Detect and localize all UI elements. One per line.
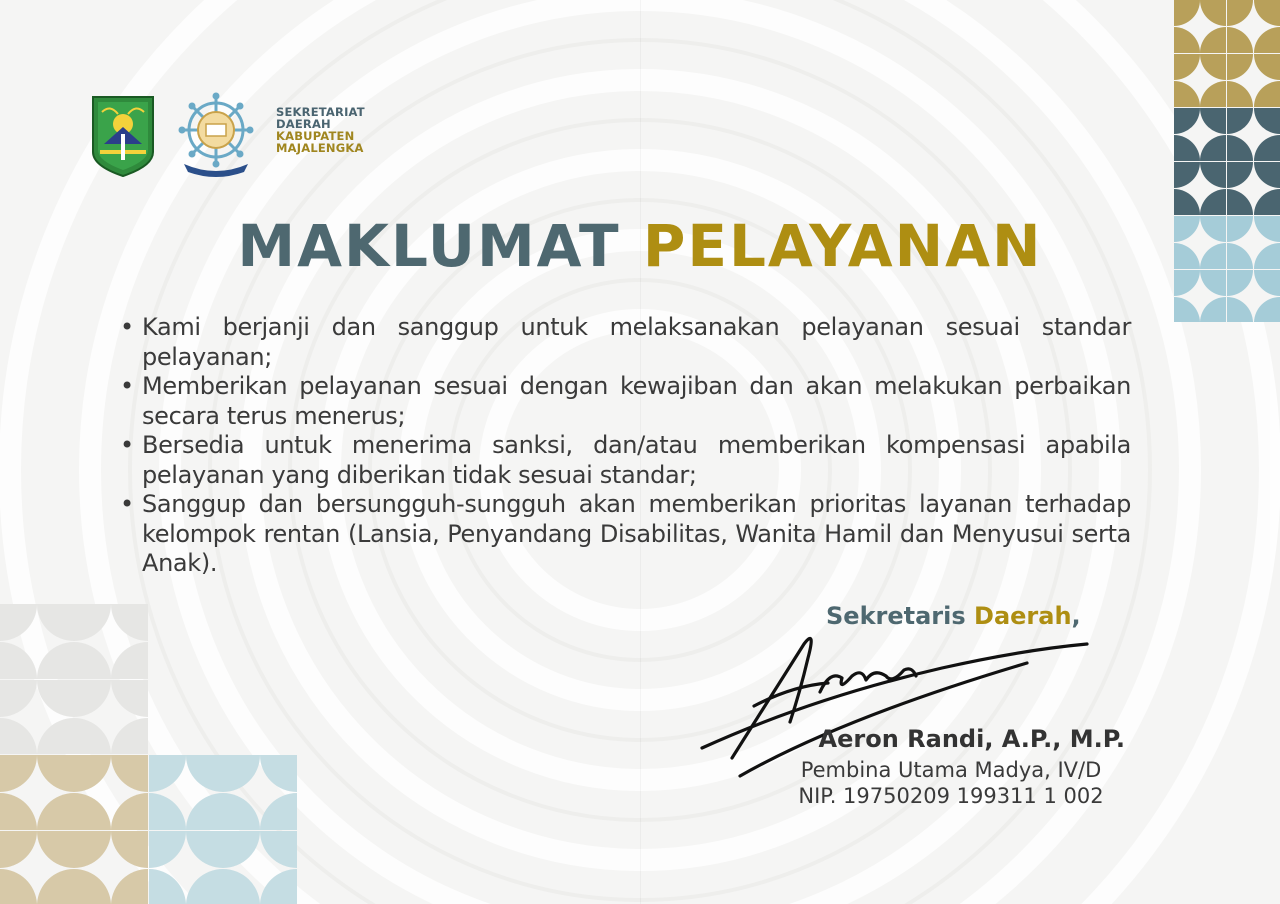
signatory-title-part2: Daerah	[974, 602, 1072, 630]
signatory-title-part1: Sekretaris	[826, 602, 966, 630]
title-part-maklumat: MAKLUMAT	[237, 212, 621, 280]
signer-nip: NIP. 19750209 199311 1 002	[798, 784, 1104, 808]
title-part-pelayanan: PELAYANAN	[642, 212, 1043, 280]
commitment-item: • Bersedia untuk menerima sanksi, dan/atau memberikan kompensasi apabila pelayanan yang diberikan tidak sesuai standar;	[120, 431, 1131, 490]
commitment-item: • Memberikan pelayanan sesuai dengan kewajiban dan akan melakukan perbaikan secara terus menerus;	[120, 372, 1131, 431]
signatory-title-comma: ,	[1071, 602, 1081, 630]
regency-emblem-icon	[90, 94, 156, 178]
signer-rank: Pembina Utama Madya, IV/D	[800, 758, 1102, 782]
signatory-title	[826, 602, 1081, 630]
handwritten-signature	[692, 628, 1092, 778]
signer-name: Aeron Randi, A.P., M.P.	[818, 725, 1125, 753]
commitment-list	[120, 313, 1131, 579]
org-name-line: DAERAH	[276, 117, 331, 131]
ship-wheel-emblem-icon	[174, 92, 258, 178]
commitment-item: • Sanggup dan bersungguh-sungguh akan memberikan prioritas layanan terhadap kelompok rentan (Lansia, Penyandang Disabilitas, Wanita Hamil dan Menyusui serta Anak).	[120, 490, 1131, 579]
page-title	[0, 212, 1280, 280]
org-name-line: KABUPATEN	[276, 129, 355, 143]
commitment-item: • Kami berjanji dan sanggup untuk melaksanakan pelayanan sesuai standar pelayanan;	[120, 313, 1131, 372]
org-name-line: SEKRETARIAT	[276, 105, 365, 119]
org-name-line: MAJALENGKA	[276, 141, 364, 155]
decorative-tiles-bottom-left	[0, 604, 300, 904]
organization-name	[276, 106, 365, 154]
